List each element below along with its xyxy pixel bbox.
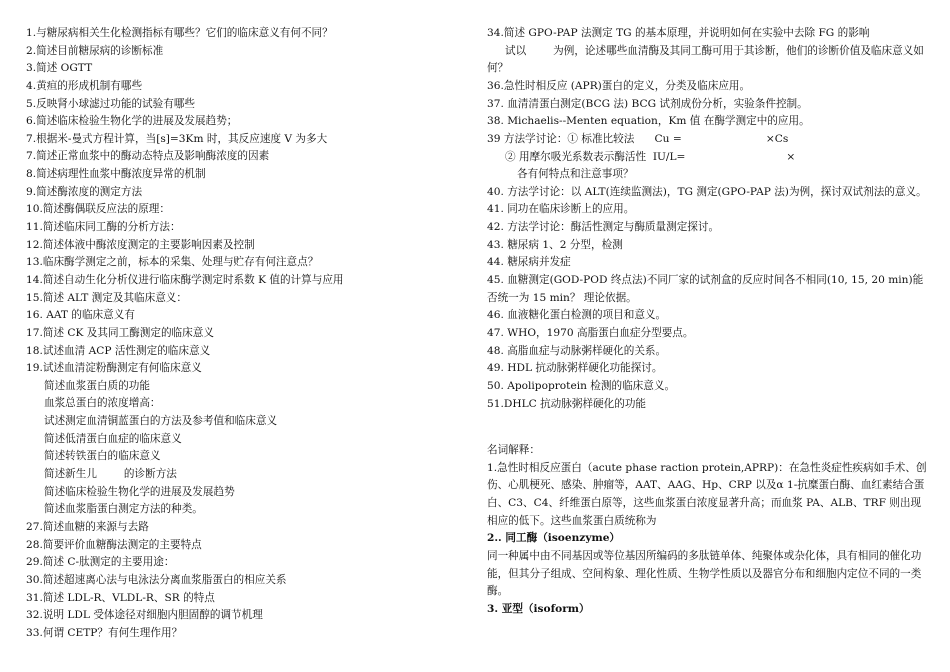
question-line: 9.简述酶浓度的测定方法 [26, 185, 143, 198]
question-line: 14.简述自动生化分析仪进行临床酶学测定时系数 K 值的计算与应用 [26, 273, 344, 286]
glossary-entry: 1.急性时相反应蛋白（acute phase raction protein,APRP)：在急性炎症性疾病如手术、创伤、心肌梗死、感染、肿瘤等，AAT、AAG、Hp、CRP 以及α 1-抗糜蛋白酶、血红素结合蛋白、C3、C4、纤维蛋白原等，这些血浆蛋白浓度显著升高；而血浆 PA、ALB、TRF 则出现相应的低下。这些血浆蛋白质统称为 [487, 461, 927, 527]
question-line: 29.简述 C-肽测定的主要用途： [26, 556, 175, 569]
question-line: 50. Apolipoprotein 检测的临床意义。 [487, 379, 676, 392]
question-line: 38. Michaelis--Menten equation，Km 值 在酶学测定中的应用。 [487, 115, 810, 128]
question-line: 4.黄疸的形成机制有哪些 [26, 79, 143, 92]
question-subline: 各有何特点和注意事项？ [517, 168, 634, 181]
formula-line: 39 方法学讨论：① 标准比较法 Cu = ×Cs [487, 132, 789, 145]
question-line: 8.简述病理性血浆中酶浓度异常的机制 [26, 168, 206, 181]
question-line: 5.反映肾小球滤过功能的试验有哪些 [26, 97, 196, 110]
question-line: 10.简述酶偶联反应法的原理： [26, 203, 170, 216]
question-line: 49. HDL 抗动脉粥样硬化功能探讨。 [487, 362, 663, 375]
question-paragraph: 40. 方法学讨论：以 ALT(连续监测法)，TG 测定(GPO-PAP 法)为例，探讨双试剂法的意义。 [487, 185, 927, 198]
question-paragraph: 45. 血糖测定(GOD-POD 终点法)不同厂家的试剂盒的反应时间各不相同(10, 15, 20 min)能否统一为 15 min？ 理论依据。 [487, 274, 924, 304]
question-subline: 简述低清蛋白血症的临床意义 [44, 432, 182, 445]
question-line: 17.简述 CK 及其同工酶测定的临床意义 [26, 326, 214, 339]
question-line: 37. 血清清蛋白测定(BCG 法) BCG 试剂成份分析，实验条件控制。 [487, 97, 808, 110]
question-subline: 简述新生儿 的诊断方法 [44, 468, 177, 481]
question-line: 27.简述血糖的来源与去路 [26, 520, 149, 533]
formula-line: ② 用摩尔吸光系数表示酶活性 IU/L= × [505, 150, 796, 163]
question-line: 12.简述体液中酶浓度测定的主要影响因素及控制 [26, 238, 255, 251]
question-line: 13.临床酶学测定之前，标本的采集、处理与贮存有何注意点？ [26, 256, 319, 269]
question-line: 33.何谓 CETP？有何生理作用？ [26, 626, 183, 639]
question-line: 1.与糖尿病相关生化检测指标有哪些？它们的临床意义有何不同？ [26, 27, 333, 39]
question-paragraph: 试以 为例，论述哪些血清酶及其同工酶可用于其诊断，他们的诊断价值及临床意义如何？ [487, 44, 924, 75]
question-line: 47. WHO，1970 高脂蛋白血症分型要点。 [487, 326, 694, 339]
question-line: 46. 血液糖化蛋白检测的项目和意义。 [487, 309, 667, 322]
left-question-column [26, 25, 458, 642]
question-subline: 血浆总蛋白的浓度增高： [44, 397, 161, 410]
glossary-entry: 同一种属中由不同基因或等位基因所编码的多肽链单体、纯聚体或杂化体，具有相同的催化功能，但其分子组成、空间构象、理化性质、生物学性质以及器官分布和细胞内定位不同的一类酶。 [487, 550, 922, 598]
question-line: 30.简述超速离心法与电泳法分离血浆脂蛋白的相应关系 [26, 573, 287, 586]
question-subline: 简述转铁蛋白的临床意义 [44, 450, 161, 463]
question-line: 42. 方法学讨论：酶活性测定与酶质量测定探讨。 [487, 221, 720, 234]
question-line: 51.DHLC 抗动脉粥样硬化的功能 [487, 397, 647, 410]
question-line: 3.简述 OGTT [26, 62, 93, 75]
question-subline: 简述临床检验生物化学的进展及发展趋势 [44, 485, 235, 498]
question-subline: 简述血浆蛋白质的功能 [44, 379, 150, 392]
question-line: 11.简述临床同工酶的分析方法： [26, 221, 181, 234]
question-line: 7.根据米-曼式方程计算，当[s]=3Km 时，其反应速度 V 为多大 [26, 132, 328, 145]
right-question-column [487, 25, 927, 619]
question-line: 43. 糖尿病 1、2 分型，检测 [487, 238, 623, 251]
glossary-term: 2.. 同工酶（isoenzyme） [487, 532, 621, 545]
question-line: 2.简述目前糖尿病的诊断标准 [26, 44, 164, 57]
question-line: 18.试述血清 ACP 活性测定的临床意义 [26, 344, 211, 357]
glossary-heading: 名词解释： [487, 444, 540, 457]
question-line: 15.简述 ALT 测定及其临床意义： [26, 291, 187, 304]
question-line: 44. 糖尿病并发症 [487, 256, 571, 269]
question-line: 48. 高脂血症与动脉粥样硬化的关系。 [487, 344, 667, 357]
question-line: 6.简述临床检验生物化学的进展及发展趋势； [26, 115, 238, 128]
question-line: 34.简述 GPO-PAP 法测定 TG 的基本原理，并说明如何在实验中去除 FG 的影响 [487, 27, 870, 39]
question-line: 36.急性时相反应 (APR)蛋白的定义，分类及临床应用。 [487, 79, 751, 92]
question-subline: 简述血浆脂蛋白测定方法的种类。 [44, 503, 203, 516]
question-line: 16. AAT 的临床意义有 [26, 309, 135, 322]
question-subline: 试述测定血清铜蓝蛋白的方法及参考值和临床意义 [44, 415, 278, 428]
spacer [487, 413, 927, 442]
glossary-term: 3. 亚型（isoform） [487, 603, 590, 616]
question-line: 7.简述正常血浆中的酶动态特点及影响酶浓度的因素 [26, 150, 270, 163]
question-line: 41. 同功在临床诊断上的应用。 [487, 203, 635, 216]
question-line: 32.说明 LDL 受体途径对细胞内胆固醇的调节机理 [26, 609, 263, 622]
question-line: 28.简要评价血糖酶法测定的主要特点 [26, 538, 202, 551]
question-line: 31.简述 LDL-R、VLDL-R、SR 的特点 [26, 591, 215, 604]
question-line: 19.试述血清淀粉酶测定有何临床意义 [26, 362, 202, 375]
